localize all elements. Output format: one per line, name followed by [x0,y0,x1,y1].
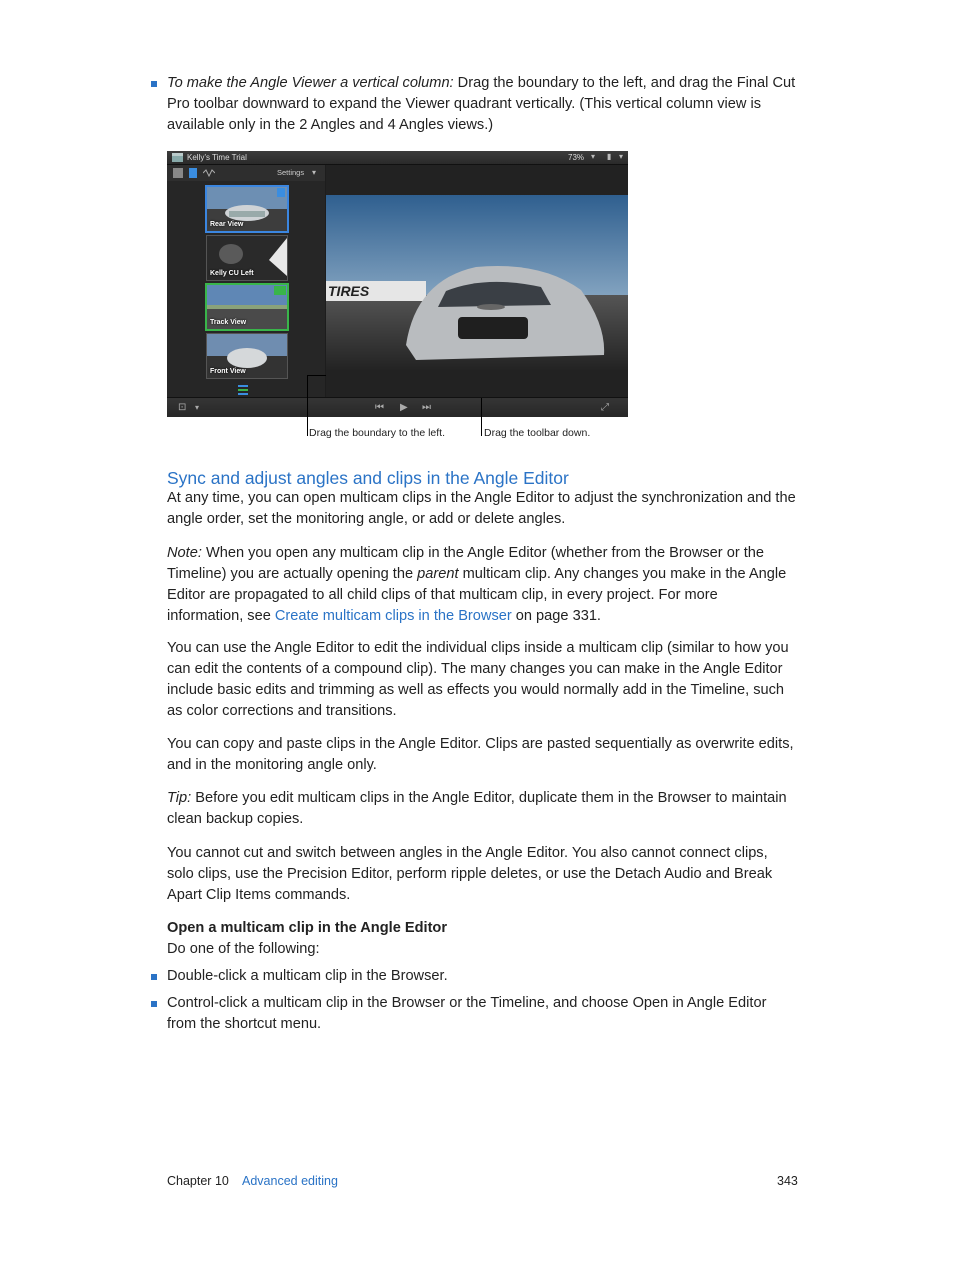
bullet-icon [151,974,157,980]
previous-edit-icon[interactable]: ⏮ [375,402,384,413]
intro-bullet [148,73,798,136]
angle-viewer-panel [167,165,325,397]
paragraph-intro: At any time, you can open multicam clips in the Angle Editor to adjust the synchronization and the angle order, set the monitoring angle, or add or delete angles. [167,490,796,527]
window-title: Kelly’s Time Trial [187,153,247,162]
section-heading: Sync and adjust angles and clips in the Angle Editor [167,468,569,488]
page-number: 343 [777,1174,798,1188]
tip-paragraph: Tip: Before you edit multicam clips in the Angle Editor, duplicate them in the Browser to maintain clean backup copies. [167,790,787,827]
paragraph-limitations: You cannot cut and switch between angles in the Angle Editor. You also cannot connect clips, solo clips, use the Precision Editor, perform ripple deletes, or use the Detach Audio and Break Apart Clip Items commands. [167,845,773,903]
callout-toolbar: Drag the toolbar down. [484,427,591,439]
task-title: Open a multicam clip in the Angle Editor [167,920,448,936]
angle-track-view[interactable] [205,283,289,331]
task-intro: Do one of the following: [167,941,320,957]
car-image [326,195,628,371]
bullet-icon [151,81,157,87]
footer-chapter: Chapter 10 [167,1174,229,1188]
bullet-icon [151,1001,157,1007]
angle-viewer-toolbar [167,165,325,181]
clapper-icon [172,153,183,162]
zoom-level[interactable]: 73% [568,153,585,162]
waveform-icon [274,286,286,295]
banks-icon[interactable] [238,385,248,395]
paragraph-copy-paste: You can copy and paste clips in the Angle Editor. Clips are pasted sequentially as overwrite edits, and in the monitoring angle only. [167,736,794,773]
next-edit-icon[interactable]: ⏭ [422,402,431,413]
tip-label: Tip: [167,790,192,806]
callout-line-toolbar [481,398,482,436]
switch-icon[interactable]: ▮ [607,152,612,161]
film-icon [277,188,285,197]
angle-rear-view[interactable] [205,185,289,233]
callout-boundary: Drag the boundary to the left. [309,427,446,439]
chevron-down-icon[interactable]: ▾ [591,152,596,161]
fullscreen-icon[interactable]: ⤢ [601,402,609,413]
chevron-down-icon[interactable]: ▾ [312,168,317,177]
tires-sign: TIRES [328,283,370,299]
list-item: Double-click a multicam clip in the Browser. [148,966,798,987]
video-audio-icon[interactable] [173,168,183,178]
note-label: Note: [167,545,202,561]
play-icon[interactable]: ▶ [400,402,408,413]
callout-line-boundary [307,375,308,436]
footer-chapter-title[interactable]: Advanced editing [242,1174,338,1188]
paragraph-angle-editor-edits: You can use the Angle Editor to edit the individual clips inside a multicam clip (similar to how you can edit the contents of a compound clip). The many changes you can make in the Angle Editor include basic edits and trimming as well as effects you would normally add in the Timeline, such as color corrections and transitions. [167,640,789,719]
angle-label: Front View [210,368,246,375]
waveform-icon[interactable] [203,168,215,178]
angle-kelly-cu-left[interactable] [206,235,288,281]
viewer-bottom-toolbar [167,397,628,417]
chevron-down-icon[interactable]: ▾ [619,152,624,161]
angle-label: Rear View [210,221,244,228]
angle-label: Kelly CU Left [210,270,254,277]
view-options-icon[interactable]: ⊡ [178,402,187,413]
angle-front-view[interactable] [206,333,288,379]
bullet-lead: To make the Angle Viewer a vertical column: [167,75,454,91]
window-titlebar [167,151,628,165]
angle-label: Track View [210,319,247,326]
create-multicam-link[interactable]: Create multicam clips in the Browser [274,608,512,624]
viewer [326,165,628,397]
angle-viewer-screenshot [167,151,628,417]
callout-tick-boundary [307,375,326,376]
chevron-down-icon[interactable]: ▾ [195,403,200,412]
viewer-frame [326,195,628,371]
film-icon[interactable] [188,168,198,178]
bullet-body: Drag the boundary to the left, and drag the Final Cut Pro toolbar downward to expand the Viewer quadrant vertically. (This vertical column view is available only in the 2 Angles and 4 Angles views.) [167,75,796,133]
settings-menu[interactable]: Settings [277,168,305,177]
list-item: Control-click a multicam clip in the Browser or the Timeline, and choose Open in Angle Editor from the shortcut menu. [148,993,798,1035]
note-paragraph: Note: When you open any multicam clip in the Angle Editor (whether from the Browser or the Timeline) you are actually opening the parent multicam clip. Any changes you make in the Angle Editor are propagated to all child clips of that multicam clip, in every project. For more information, see Create multicam clips in the Browser on page 331. [167,545,787,624]
